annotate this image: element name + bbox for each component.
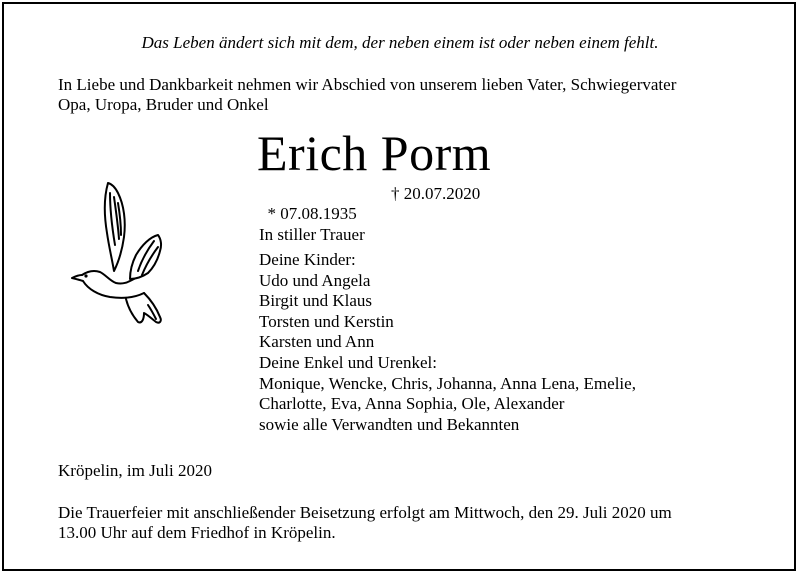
place-date: Kröpelin, im Juli 2020 bbox=[58, 461, 212, 480]
funeral-line: Die Trauerfeier mit anschließender Beisetzung erfolgt am Mittwoch, den 29. Juli 2020 um bbox=[58, 503, 672, 522]
family-line: Monique, Wencke, Chris, Johanna, Anna Lena, Emelie, bbox=[259, 373, 636, 393]
intro-line: In Liebe und Dankbarkeit nehmen wir Abschied von unserem lieben Vater, Schwiegervater bbox=[58, 75, 677, 94]
family-line: Birgit und Klaus bbox=[259, 291, 373, 311]
intro-text bbox=[58, 75, 778, 115]
family-line: Karsten und Ann bbox=[259, 332, 375, 352]
funeral-notice bbox=[58, 503, 748, 543]
family-list bbox=[259, 250, 636, 435]
family-line: Torsten und Kerstin bbox=[259, 311, 394, 331]
family-line: sowie alle Verwandten und Bekannten bbox=[259, 414, 520, 434]
dove-icon bbox=[70, 175, 182, 327]
birth-date: * 07.08.1935 bbox=[267, 204, 357, 223]
mourning-heading: In stiller Trauer bbox=[259, 225, 365, 244]
intro-line: Opa, Uropa, Bruder und Onkel bbox=[58, 95, 269, 114]
family-line: Deine Kinder: bbox=[259, 250, 356, 269]
deceased-name: Erich Porm bbox=[257, 125, 492, 181]
family-line: Deine Enkel und Urenkel: bbox=[259, 352, 437, 372]
death-date: † 20.07.2020 bbox=[391, 184, 481, 203]
family-line: Charlotte, Eva, Anna Sophia, Ole, Alexander bbox=[259, 394, 565, 414]
funeral-line: 13.00 Uhr auf dem Friedhof in Kröpelin. bbox=[58, 523, 336, 542]
motto: Das Leben ändert sich mit dem, der neben einem ist oder neben einem fehlt. bbox=[141, 33, 659, 52]
family-line: Udo und Angela bbox=[259, 270, 371, 290]
